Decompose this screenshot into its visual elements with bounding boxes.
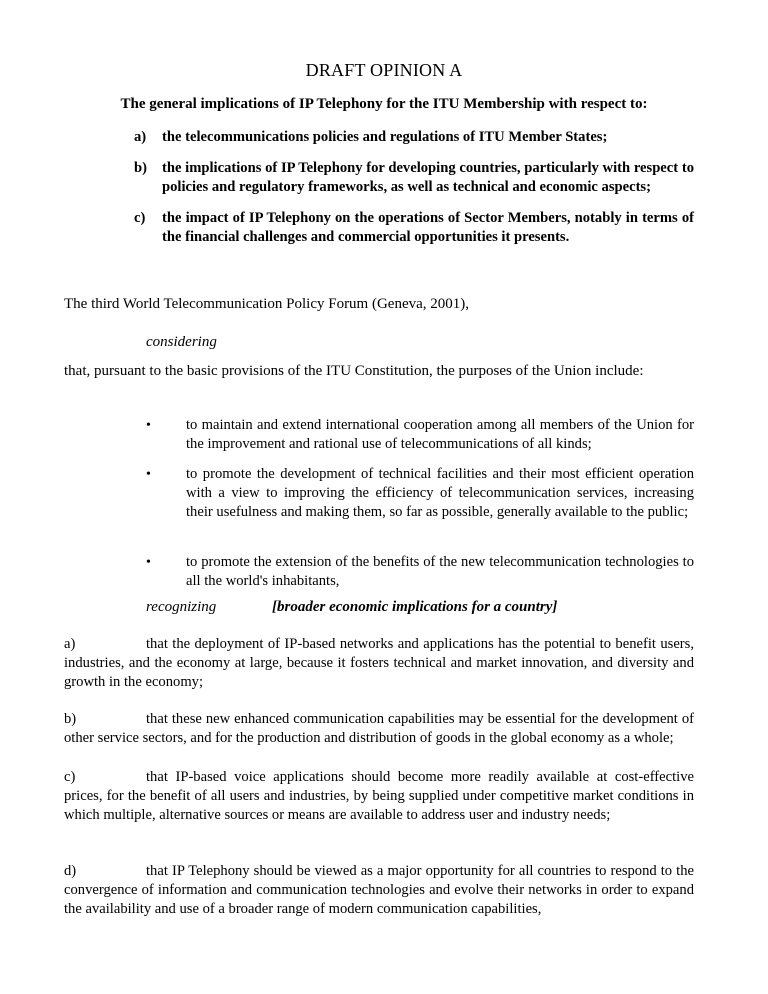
scope-item-text: the impact of IP Telephony on the operations of Sector Members, notably in terms of the financial challenges and commercial opportunities it presents.	[162, 210, 694, 245]
recognizing-item-marker: d)	[64, 863, 77, 879]
considering-label: considering	[146, 334, 217, 350]
bullet-icon: •	[146, 467, 151, 482]
scope-item-marker: b)	[134, 160, 147, 176]
document-title: DRAFT OPINION A	[305, 60, 463, 80]
recognizing-item-a	[64, 635, 694, 692]
recognizing-item-text: that these new enhanced communication capabilities may be essential for the development of other service sectors, and for the production and distribution of goods in the global economy as a whole;	[64, 711, 694, 746]
recognizing-note: [broader economic implications for a country]	[272, 599, 558, 615]
purpose-text: to promote the extension of the benefits of the new telecommunication technologies to all the world's inhabitants,	[186, 554, 694, 589]
purpose-item	[146, 465, 694, 522]
recognizing-item-marker: a)	[64, 636, 76, 652]
document-subtitle: The general implications of IP Telephony for the ITU Membership with respect to:	[120, 96, 648, 112]
recognizing-item-text: that IP-based voice applications should become more readily available at cost-effective prices, for the benefit of all users and industries, by being supplied under competitive market conditions in which multiple, alternative sources or means are available to address user and industry needs;	[64, 769, 694, 823]
purpose-item	[146, 416, 694, 454]
considering-text: that, pursuant to the basic provisions of the ITU Constitution, the purposes of the Union include:	[64, 363, 644, 379]
bullet-icon: •	[146, 418, 151, 433]
recognizing-item-text: that IP Telephony should be viewed as a major opportunity for all countries to respond to the convergence of information and communication technologies and evolve their networks in order to expand the availability and use of a broader range of modern communication capabilities,	[64, 863, 694, 917]
scope-item-marker: a)	[134, 129, 147, 145]
scope-item-marker: c)	[134, 210, 146, 226]
recognizing-item-text: that the deployment of IP-based networks and applications has the potential to benefit users, industries, and the economy at large, because it fosters technical and market innovation, and diversity and growth in the economy;	[64, 636, 694, 690]
forum-intro: The third World Telecommunication Policy Forum (Geneva, 2001),	[64, 296, 470, 312]
purpose-text: to maintain and extend international cooperation among all members of the Union for the improvement and rational use of telecommunications of all kinds;	[186, 417, 694, 452]
recognizing-label: recognizing	[146, 599, 217, 615]
recognizing-item-c	[64, 768, 694, 825]
scope-item-text: the implications of IP Telephony for developing countries, particularly with respect to policies and regulatory frameworks, as well as technical and economic aspects;	[162, 160, 694, 195]
purpose-text: to promote the development of technical facilities and their most efficient operation with a view to improving the efficiency of telecommunication services, increasing their usefulness and making them, so far as possible, generally available to the public;	[186, 466, 694, 520]
scope-item-a	[134, 128, 694, 147]
purpose-item	[146, 553, 694, 591]
scope-list	[134, 128, 694, 259]
recognizing-item-marker: b)	[64, 711, 77, 727]
scope-item-text: the telecommunications policies and regulations of ITU Member States;	[162, 129, 608, 145]
bullet-icon: •	[146, 555, 151, 570]
scope-item-b	[134, 159, 694, 197]
scope-item-c	[134, 209, 694, 247]
recognizing-item-marker: c)	[64, 769, 76, 785]
recognizing-item-b	[64, 710, 694, 748]
recognizing-item-d	[64, 862, 694, 919]
